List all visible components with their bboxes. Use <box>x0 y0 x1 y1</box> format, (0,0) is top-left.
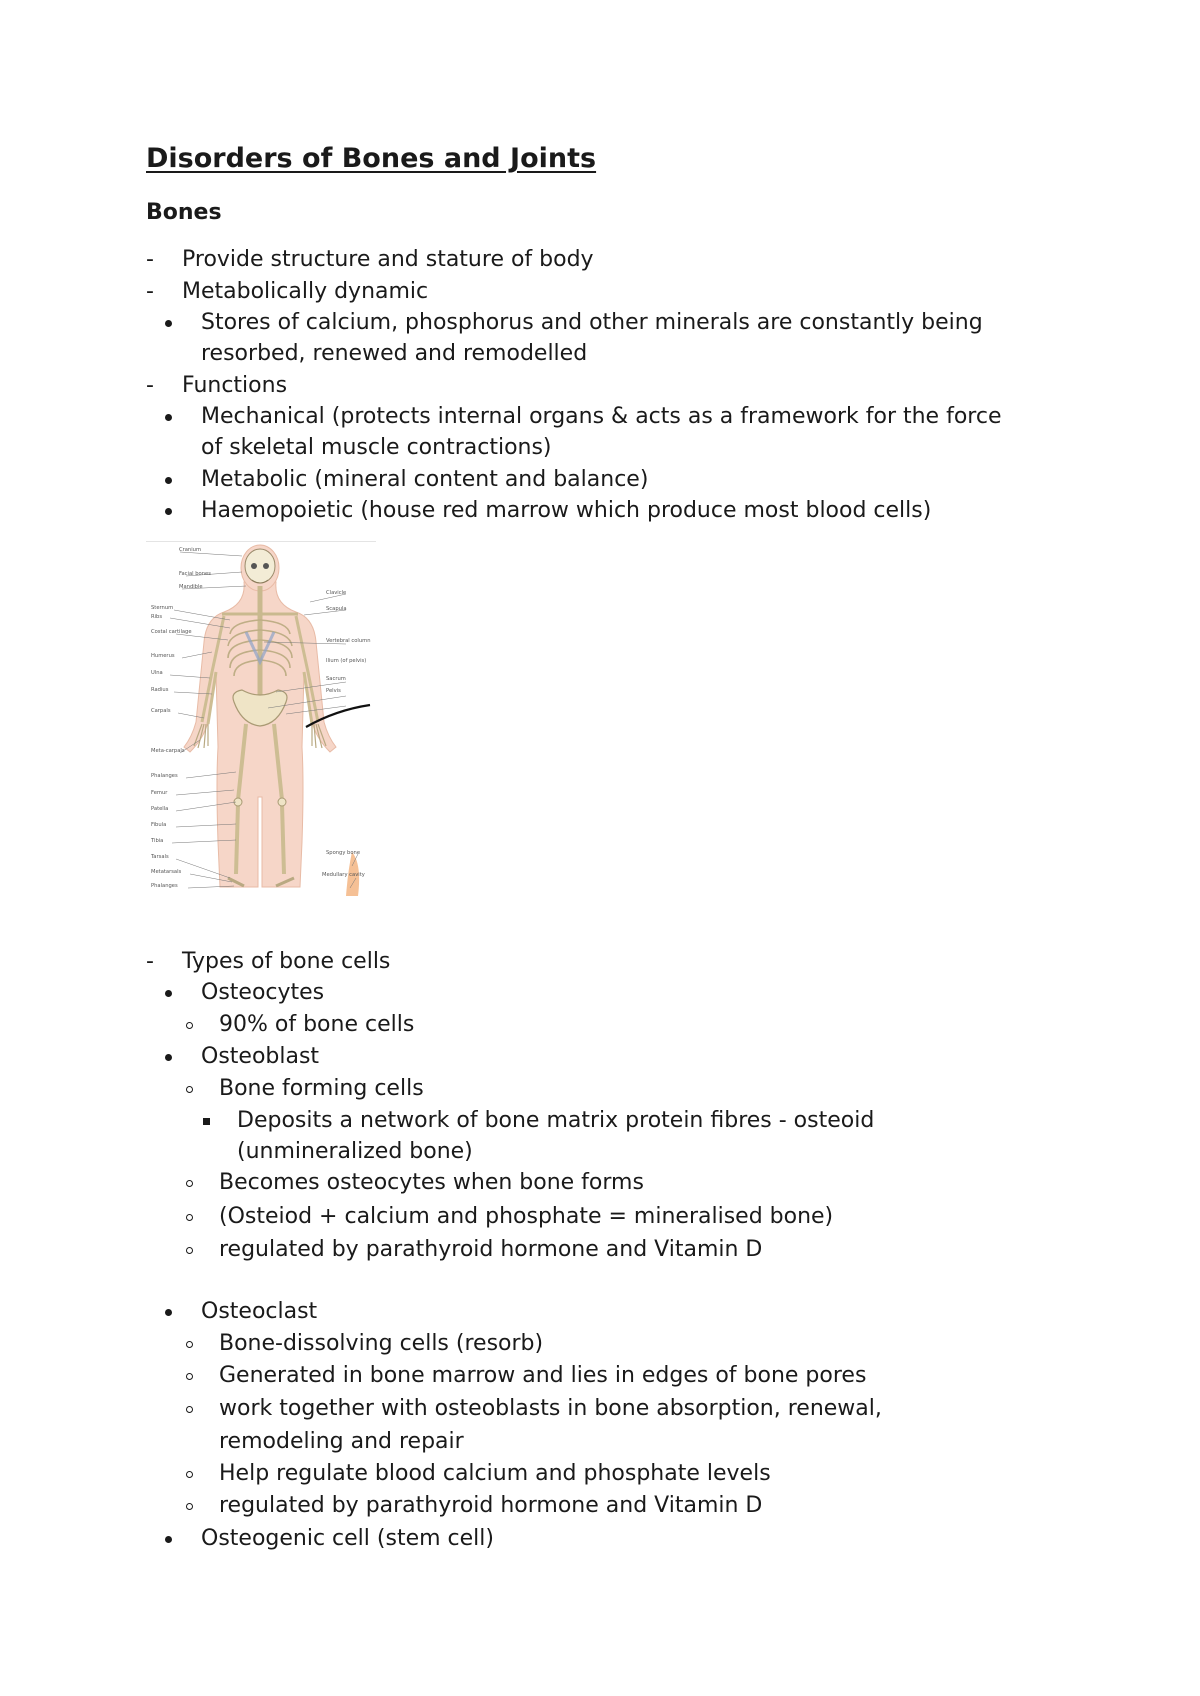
dash-marker: - <box>146 279 154 304</box>
document-title: Disorders of Bones and Joints <box>146 143 597 174</box>
list-item-stores: Stores of calcium, phosphorus and other minerals are constantly being <box>201 310 983 335</box>
bullet-marker <box>165 477 172 484</box>
label-facial-bones: Facial bones <box>179 571 211 577</box>
list-item-osteoclast: Osteoclast <box>201 1299 318 1324</box>
list-item-mechanical: Mechanical (protects internal organs & acts as a framework for the force <box>201 404 1002 429</box>
list-item-help: Help regulate blood calcium and phosphate levels <box>219 1461 771 1486</box>
right-labels <box>322 590 371 878</box>
circle-marker <box>186 1086 193 1093</box>
label-tarsals: Tarsals <box>151 854 169 860</box>
label-vertebral-column: Vertebral column <box>326 638 371 644</box>
dash-marker: - <box>146 949 154 974</box>
list-item-osteocytes-pct: 90% of bone cells <box>219 1012 415 1037</box>
list-item-structure: Provide structure and stature of body <box>182 247 594 272</box>
list-item-dissolving: Bone-dissolving cells (resorb) <box>219 1331 544 1356</box>
label-carpals: Carpals <box>151 708 171 714</box>
list-item-dynamic: Metabolically dynamic <box>182 279 429 304</box>
list-item-deposits: Deposits a network of bone matrix protein fibres - osteoid <box>237 1108 875 1133</box>
label-metatarsals: Metatarsals <box>151 869 182 875</box>
square-marker <box>203 1118 210 1125</box>
label-pelvis: Pelvis <box>326 688 341 694</box>
list-item-regulated-2: regulated by parathyroid hormone and Vitamin D <box>219 1493 763 1518</box>
list-item-work: work together with osteoblasts in bone absorption, renewal, <box>219 1396 882 1421</box>
circle-marker <box>186 1503 193 1510</box>
circle-marker <box>186 1341 193 1348</box>
label-fibula: Fibula <box>151 822 167 828</box>
label-phalanges-hand: Phalanges <box>151 773 178 779</box>
circle-marker <box>186 1406 193 1413</box>
label-ulna: Ulna <box>151 670 163 676</box>
label-mandible: Mandible <box>179 584 203 590</box>
label-femur: Femur <box>151 790 168 796</box>
label-costal-cartilage: Costal cartilage <box>151 629 192 635</box>
label-phalanges-foot: Phalanges <box>151 883 178 889</box>
list-item-osteiod: (Osteiod + calcium and phosphate = mineralised bone) <box>219 1204 834 1229</box>
label-cranium: Cranium <box>179 547 202 553</box>
list-item-osteoblast: Osteoblast <box>201 1044 320 1069</box>
list-item-bone-forming: Bone forming cells <box>219 1076 424 1101</box>
label-ribs: Ribs <box>151 614 163 620</box>
list-item-functions: Functions <box>182 373 288 398</box>
list-item-becomes: Becomes osteocytes when bone forms <box>219 1170 644 1195</box>
bullet-marker <box>165 1309 172 1316</box>
circle-marker <box>186 1022 193 1029</box>
list-item-metabolic: Metabolic (mineral content and balance) <box>201 467 649 492</box>
label-metacarpals: Meta-carpals <box>151 748 185 754</box>
label-tibia: Tibia <box>151 838 164 844</box>
bullet-marker <box>165 990 172 997</box>
circle-marker <box>186 1471 193 1478</box>
bullet-marker <box>165 320 172 327</box>
skull <box>245 549 275 583</box>
label-sternum: Sternum <box>151 605 174 611</box>
skeleton-figure <box>146 541 376 897</box>
dash-marker: - <box>146 373 154 398</box>
list-item-osteocytes: Osteocytes <box>201 980 325 1005</box>
circle-marker <box>186 1180 193 1187</box>
circle-marker <box>186 1214 193 1221</box>
bullet-marker <box>165 414 172 421</box>
list-item-osteogenic: Osteogenic cell (stem cell) <box>201 1526 494 1551</box>
skeleton-illustration <box>146 542 376 897</box>
label-patella: Patella <box>151 806 169 812</box>
label-ilium: Ilium (of pelvis) <box>326 658 367 664</box>
list-item-types: Types of bone cells <box>182 949 391 974</box>
section-heading-bones: Bones <box>146 200 222 225</box>
label-clavicle: Clavicle <box>326 590 347 596</box>
list-item-regulated-1: regulated by parathyroid hormone and Vitamin D <box>219 1237 763 1262</box>
list-item-deposits-cont: (unmineralized bone) <box>237 1139 473 1164</box>
list-item-haemopoietic: Haemopoietic (house red marrow which produce most blood cells) <box>201 498 932 523</box>
label-medullary-cavity: Medullary cavity <box>322 872 365 878</box>
label-sacrum: Sacrum <box>326 676 346 682</box>
label-spongy-bone: Spongy bone <box>326 850 361 856</box>
list-item-work-cont: remodeling and repair <box>219 1429 464 1454</box>
list-item-generated: Generated in bone marrow and lies in edges of bone pores <box>219 1363 867 1388</box>
list-item-stores-cont: resorbed, renewed and remodelled <box>201 341 588 366</box>
dash-marker: - <box>146 247 154 272</box>
label-scapula: Scapula <box>326 606 347 612</box>
circle-marker <box>186 1247 193 1254</box>
list-item-mechanical-cont: of skeletal muscle contractions) <box>201 435 552 460</box>
bullet-marker <box>165 1536 172 1543</box>
circle-marker <box>186 1373 193 1380</box>
bullet-marker <box>165 1054 172 1061</box>
label-humerus: Humerus <box>151 653 175 659</box>
label-radius: Radius <box>151 687 169 693</box>
bullet-marker <box>165 508 172 515</box>
